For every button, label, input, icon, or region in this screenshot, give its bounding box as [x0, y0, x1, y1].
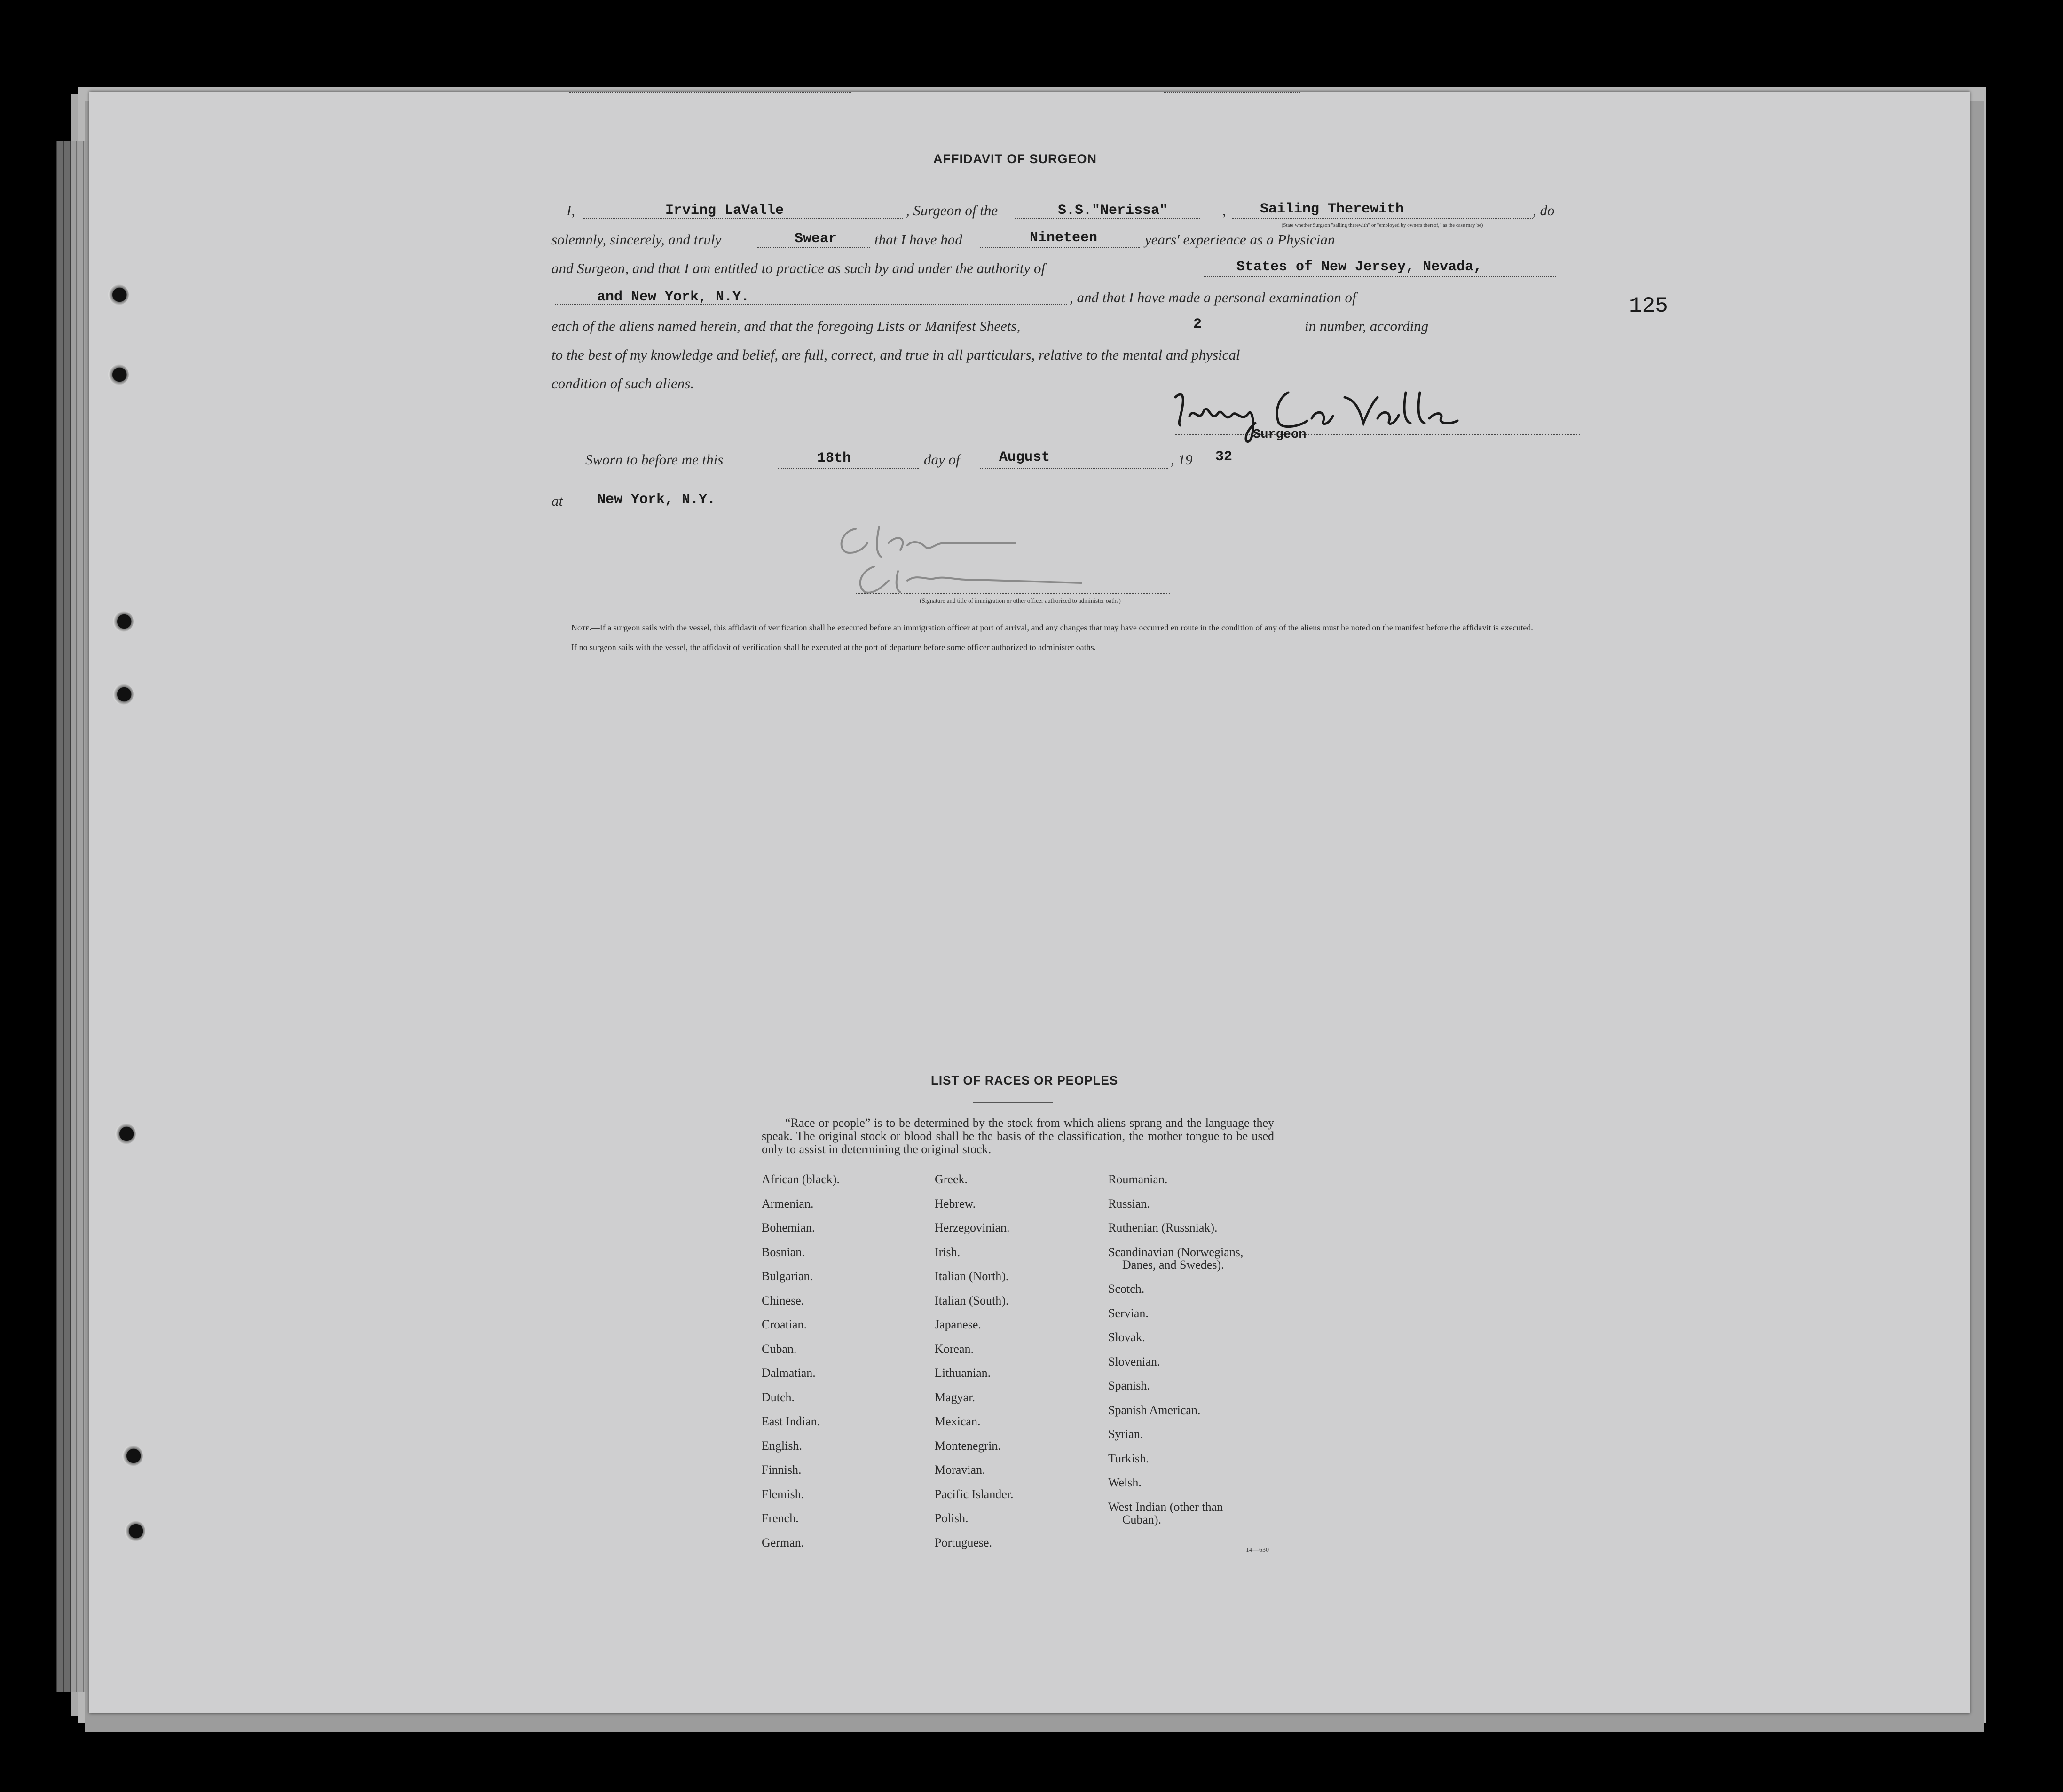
binder-hole [125, 1521, 145, 1541]
race-item: African (black). [762, 1172, 840, 1186]
race-item: Bulgarian. [762, 1269, 813, 1283]
fill-rule [980, 247, 1140, 248]
race-item: Greek. [935, 1172, 968, 1186]
race-item: Korean. [935, 1342, 974, 1356]
race-item: Dutch. [762, 1390, 795, 1404]
race-item: Portuguese. [935, 1535, 992, 1549]
affidavit-text: each of the aliens named herein, and that the foregoing Lists or Manifest Sheets, [551, 318, 1021, 334]
title-underline [973, 1102, 1053, 1103]
race-item: Magyar. [935, 1390, 975, 1404]
fill-rule [980, 468, 1168, 469]
binder-hole [108, 364, 129, 385]
signature-label: Surgeon [1253, 428, 1307, 442]
note-label: Note. [571, 623, 591, 632]
race-item: Bohemian. [762, 1221, 815, 1234]
race-item: Japanese. [935, 1318, 981, 1331]
affidavit-text: , 19 [1171, 451, 1193, 468]
authority-line-1: States of New Jersey, Nevada, [1236, 259, 1482, 275]
officer-caption: (Signature and title of immigration or other officer authorized to administer oaths) [920, 597, 1121, 604]
page-number: 125 [1629, 294, 1668, 318]
affidavit-title: AFFIDAVIT OF SURGEON [933, 152, 1097, 166]
affidavit-text: , Surgeon of the [906, 202, 998, 219]
affidavit-text: day of [924, 451, 960, 468]
race-item: Syrian. [1108, 1427, 1143, 1441]
race-item: French. [762, 1511, 799, 1525]
race-item: Chinese. [762, 1293, 804, 1307]
race-item: Moravian. [935, 1463, 985, 1477]
fill-rule [1204, 276, 1556, 277]
affidavit-text: that I have had [874, 231, 962, 248]
race-item: Slovenian. [1108, 1354, 1160, 1368]
fill-rule [757, 247, 870, 248]
affidavit-text: solemnly, sincerely, and truly [551, 231, 722, 248]
affidavit-text: , do [1533, 202, 1555, 219]
race-item: Spanish. [1108, 1379, 1150, 1392]
binder-hole [108, 284, 129, 305]
binder-hole [115, 1124, 136, 1144]
manifest-page [89, 92, 1970, 1713]
race-item: Polish. [935, 1511, 969, 1525]
race-item: Croatian. [762, 1318, 807, 1331]
affidavit-text: condition of such aliens. [551, 375, 694, 392]
race-item: Armenian. [762, 1196, 814, 1210]
affidavit-text: years' experience as a Physician [1145, 231, 1335, 248]
race-item: Turkish. [1108, 1451, 1149, 1465]
sworn-year: 32 [1215, 449, 1233, 465]
officer-signature [818, 515, 1241, 609]
race-item: Scandinavian (Norwegians, [1108, 1245, 1244, 1259]
binder-hole [113, 611, 134, 632]
note-paragraph-2: If no surgeon sails with the vessel, the affidavit of verification shall be executed at the port of departure before some officer authorized to administer oaths. [571, 643, 1096, 652]
race-item: East Indian. [762, 1415, 820, 1428]
fill-rule [1232, 218, 1533, 219]
sworn-month: August [999, 449, 1050, 465]
race-item: Herzegovinian. [935, 1221, 1010, 1234]
race-item: Montenegrin. [935, 1438, 1001, 1453]
sworn-day: 18th [817, 450, 851, 466]
race-item: Spanish American. [1108, 1403, 1201, 1417]
affidavit-text: Sworn to before me this [585, 451, 724, 468]
race-item: Cuban. [762, 1342, 797, 1356]
race-item: Flemish. [762, 1487, 804, 1501]
race-item: Mexican. [935, 1415, 981, 1428]
race-item: Scotch. [1108, 1282, 1145, 1296]
race-item: Hebrew. [935, 1196, 976, 1210]
race-item: Pacific Islander. [935, 1487, 1014, 1501]
races-intro: “Race or people” is to be determined by the stock from which aliens sprang and the language they speak. The original stock or blood shall be the basis of the classification, the mother tongue to be used only to assist in determining the original stock. [762, 1116, 1274, 1156]
race-item: Roumanian. [1108, 1172, 1168, 1186]
surgeon-name: Irving LaValle [665, 203, 784, 219]
race-item: Bosnian. [762, 1245, 805, 1259]
race-item: Servian. [1108, 1306, 1149, 1320]
binder-hole [113, 684, 134, 705]
fill-rule [1164, 92, 1300, 93]
race-item: Danes, and Swedes). [1122, 1258, 1224, 1272]
note-paragraph-1 [534, 623, 1573, 633]
authority-line-2: and New York, N.Y. [597, 289, 750, 305]
oath-type: Swear [795, 231, 837, 247]
fill-rule [778, 468, 919, 469]
form-code: 14—630 [1246, 1547, 1269, 1554]
races-title: LIST OF RACES OR PEOPLES [931, 1073, 1118, 1087]
affidavit-text: to the best of my knowledge and belief, are full, correct, and true in all particulars, relative to the mental and physical [551, 346, 1240, 363]
note-text-1: —If a surgeon sails with the vessel, this affidavit of verification shall be executed before an immigration officer at port of arrival, and any changes that may have occurred en route in the condition of any of the aliens must be noted on the manifest before the affidavit is executed. [591, 623, 1533, 632]
affidavit-text: , [1222, 202, 1226, 219]
binder-hole [122, 1446, 143, 1466]
surgeon-signature [1166, 378, 1589, 449]
race-item: German. [762, 1535, 804, 1549]
affidavit-text: at [551, 493, 563, 509]
race-item: Lithuanian. [935, 1366, 991, 1380]
ship-name: S.S."Nerissa" [1058, 203, 1168, 219]
race-item: Italian (North). [935, 1269, 1009, 1283]
race-item: West Indian (other than [1108, 1500, 1223, 1514]
race-item: English. [762, 1438, 802, 1453]
race-item: Slovak. [1108, 1330, 1145, 1344]
race-item: Cuban). [1122, 1512, 1162, 1526]
race-item: Dalmatian. [762, 1366, 816, 1380]
race-item: Finnish. [762, 1463, 802, 1477]
years-experience: Nineteen [1030, 230, 1098, 246]
race-item: Italian (South). [935, 1293, 1009, 1307]
fill-rule [569, 92, 851, 93]
affidavit-text: in number, according [1305, 318, 1429, 334]
affidavit-text: I, [567, 202, 575, 219]
race-item: Ruthenian (Russniak). [1108, 1221, 1218, 1234]
sworn-place: New York, N.Y. [597, 492, 716, 508]
race-item: Irish. [935, 1245, 961, 1259]
affidavit-text: and Surgeon, and that I am entitled to practice as such by and under the authority of [551, 260, 1046, 276]
sailing-status: Sailing Therewith [1260, 201, 1404, 217]
race-item: Russian. [1108, 1196, 1150, 1210]
stacked-page-edges [56, 141, 94, 1692]
race-item: Welsh. [1108, 1476, 1142, 1489]
affidavit-text: , and that I have made a personal examination of [1070, 289, 1356, 306]
status-note: (State whether Surgeon "sailing therewith" or "employed by owners thereof," as the case may be) [1281, 222, 1483, 228]
sheet-count: 2 [1193, 316, 1202, 332]
